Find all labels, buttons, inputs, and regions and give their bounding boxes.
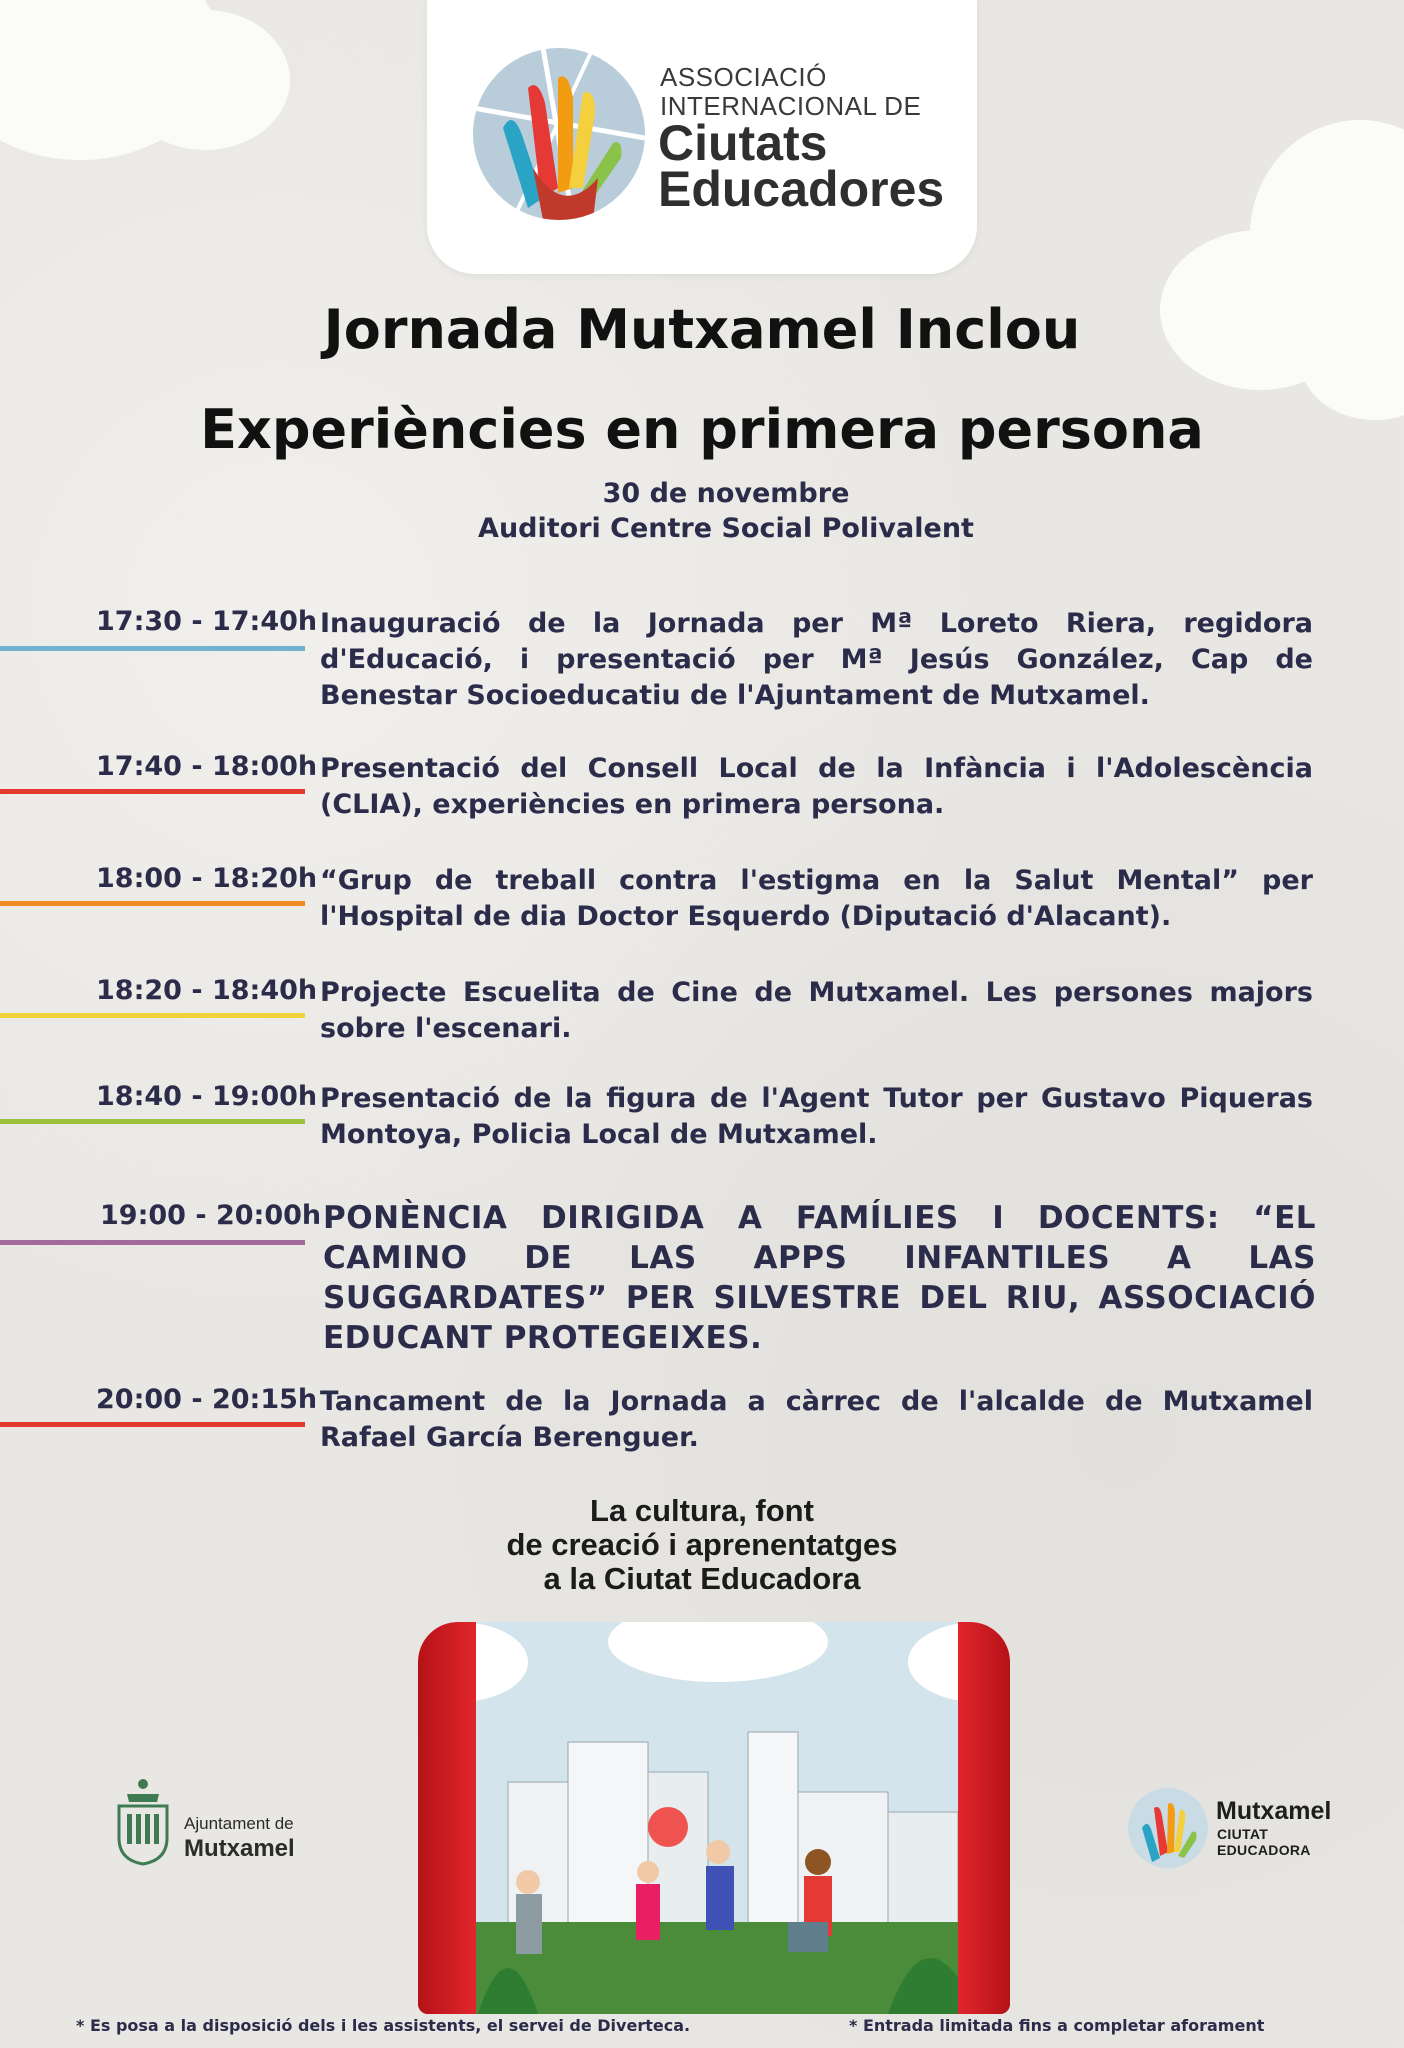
agenda-time: 17:40 - 18:00h xyxy=(96,751,318,782)
agenda-description: Projecte Escuelita de Cine de Mutxamel. Les persones majors sobre l'escenari. xyxy=(320,977,1313,1044)
footnote-aforament: * Entrada limitada fins a completar aforament xyxy=(849,2016,1265,2035)
agenda-time: 18:40 - 19:00h xyxy=(96,1081,318,1112)
ajuntament-shield-icon xyxy=(113,1776,173,1866)
cloud-top-left-2 xyxy=(120,10,290,150)
page-title: Jornada Mutxamel Inclou xyxy=(323,298,1081,361)
agenda-color-bar xyxy=(0,646,305,651)
agenda-description: Presentació de la figura de l'Agent Tutor per Gustavo Piqueras Montoya, Policia Local de Mutxamel. xyxy=(320,1083,1313,1150)
slogan-line-2: de creació i aprenentatges xyxy=(506,1527,898,1562)
agenda-color-bar xyxy=(0,901,305,906)
agenda-time: 17:30 - 17:40h xyxy=(96,606,318,637)
event-venue: Auditori Centre Social Polivalent xyxy=(478,513,974,544)
mutxamel-logo-title: Mutxamel xyxy=(1216,1797,1332,1825)
curtain-right xyxy=(958,1622,1010,2014)
agenda-time: 18:00 - 18:20h xyxy=(96,863,318,894)
hands-logo-icon xyxy=(473,48,645,220)
event-date: 30 de novembre xyxy=(602,478,850,509)
curtain-left xyxy=(418,1622,476,2014)
agenda-color-bar xyxy=(0,1422,305,1427)
agenda-time: 18:20 - 18:40h xyxy=(96,975,318,1006)
agenda-description: “Grup de treball contra l'estigma en la Salut Mental” per l'Hospital de dia Doctor Esquerdo (Diputació d'Alacant). xyxy=(320,865,1313,932)
agenda-color-bar xyxy=(0,1240,305,1245)
logo-text-associacio: ASSOCIACIÓ xyxy=(660,62,827,92)
mutxamel-logo-ciutat: CIUTAT xyxy=(1217,1826,1269,1842)
agenda-description: PONÈNCIA DIRIGIDA A FAMÍLIES I DOCENTS: “EL CAMINO DE LAS APPS INFANTILES A LAS SUGGARDATES” PER SILVESTRE DEL RIU, ASSOCIACIÓ EDUCANT PROTEGEIXES. xyxy=(323,1200,1316,1356)
agenda-time: 20:00 - 20:15h xyxy=(96,1384,318,1415)
ajuntament-name: Mutxamel xyxy=(184,1835,295,1862)
mutxamel-hands-icon xyxy=(1128,1788,1208,1868)
page-subtitle: Experiències en primera persona xyxy=(200,398,1204,461)
agenda-description: Tancament de la Jornada a càrrec de l'alcalde de Mutxamel Rafael García Berenguer. xyxy=(320,1386,1313,1453)
agenda-color-bar xyxy=(0,789,305,794)
agenda-time: 19:00 - 20:00h xyxy=(100,1200,322,1231)
slogan-line-1: La cultura, font xyxy=(590,1493,814,1528)
stage-illustration xyxy=(418,1622,1010,2014)
agenda-color-bar xyxy=(0,1119,305,1124)
logo-text-educadores: Educadores xyxy=(658,161,945,217)
agenda-description: Presentació del Consell Local de la Infància i l'Adolescència (CLIA), experiències en primera persona. xyxy=(320,753,1313,820)
agenda-color-bar xyxy=(0,1013,305,1018)
footnote-diverteca: * Es posa a la disposició dels i les assistents, el servei de Diverteca. xyxy=(76,2016,691,2035)
ajuntament-label: Ajuntament de xyxy=(184,1814,294,1833)
slogan-line-3: a la Ciutat Educadora xyxy=(543,1561,861,1596)
city-scene-icon xyxy=(418,1622,1010,2014)
logo-text-internacional: INTERNACIONAL DE xyxy=(660,91,922,121)
association-logo-card xyxy=(427,0,977,274)
logo-text-ciutats: Ciutats xyxy=(658,115,828,171)
mutxamel-logo-educadora: EDUCADORA xyxy=(1217,1842,1311,1858)
agenda-description: Inauguració de la Jornada per Mª Loreto Riera, regidora d'Educació, i presentació per Mª Jesús González, Cap de Benestar Socioeducatiu de l'Ajuntament de Mutxamel. xyxy=(320,608,1313,711)
